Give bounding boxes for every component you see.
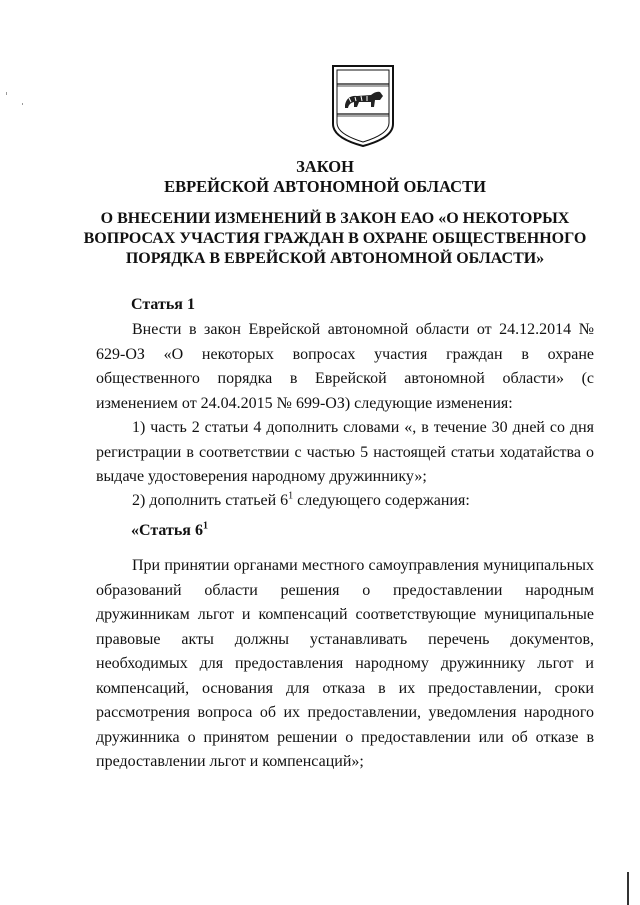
article-6-1-heading <box>131 522 208 540</box>
doc-type-title: ЗАКОН <box>296 157 354 176</box>
region-title: ЕВРЕЙСКОЙ АВТОНОМНОЙ ОБЛАСТИ <box>164 177 486 196</box>
article-6-1-heading-text: «Статья 6 <box>131 522 203 539</box>
article-1-item-1: 1) часть 2 статьи 4 дополнить словами «, в течение 30 дней со дня регистрации в соответствии с частью 5 настоящей статьи ходатайства о выдаче удостоверения народному дружиннику»; <box>96 419 594 485</box>
scan-speck <box>22 103 23 105</box>
item-2-tail: следующего содержания: <box>293 492 470 509</box>
item-2-text: 2) дополнить статьей 6 <box>132 492 289 509</box>
scan-edge-mark <box>627 872 629 905</box>
item-2-superscript: 1 <box>288 490 294 502</box>
article-1-item-2 <box>96 489 594 514</box>
law-title <box>60 157 590 197</box>
article-1-heading: Статья 1 <box>131 296 195 313</box>
law-subject: О ВНЕСЕНИИ ИЗМЕНЕНИЙ В ЗАКОН ЕАО «О НЕКОТОРЫХ ВОПРОСАХ УЧАСТИЯ ГРАЖДАН В ОХРАНЕ ОБЩЕСТВЕННОГО ПОРЯДКА В ЕВРЕЙСКОЙ АВТОНОМНОЙ ОБЛАСТИ» <box>83 210 587 267</box>
scan-speck <box>6 92 7 95</box>
article-1-intro: Внести в закон Еврейской автономной области от 24.12.2014 № 629-ОЗ «О некоторых вопросах участия граждан в охране общественного порядка в Еврейской автономной области» (с изменением от 24.04.2015 № 699-ОЗ) следующие изменения: <box>96 321 594 412</box>
coat-of-arms-emblem <box>329 62 397 148</box>
article-6-1-superscript: 1 <box>202 520 208 532</box>
article-6-1-body: При принятии органами местного самоуправления муниципальных образований области решения о предоставлении народным дружинникам льгот и компенсаций соответствующие муниципальные правовые акты должны устанавливать перечень документов, необходимых для предоставления народному дружиннику льгот и компенсаций, основания для отказа в их предоставлении, сроки рассмотрения вопроса об их предоставлении, уведомления народного дружинника о принятом решении о предоставлении или об отказе в предоставлении льгот и компенсаций»; <box>96 557 594 770</box>
